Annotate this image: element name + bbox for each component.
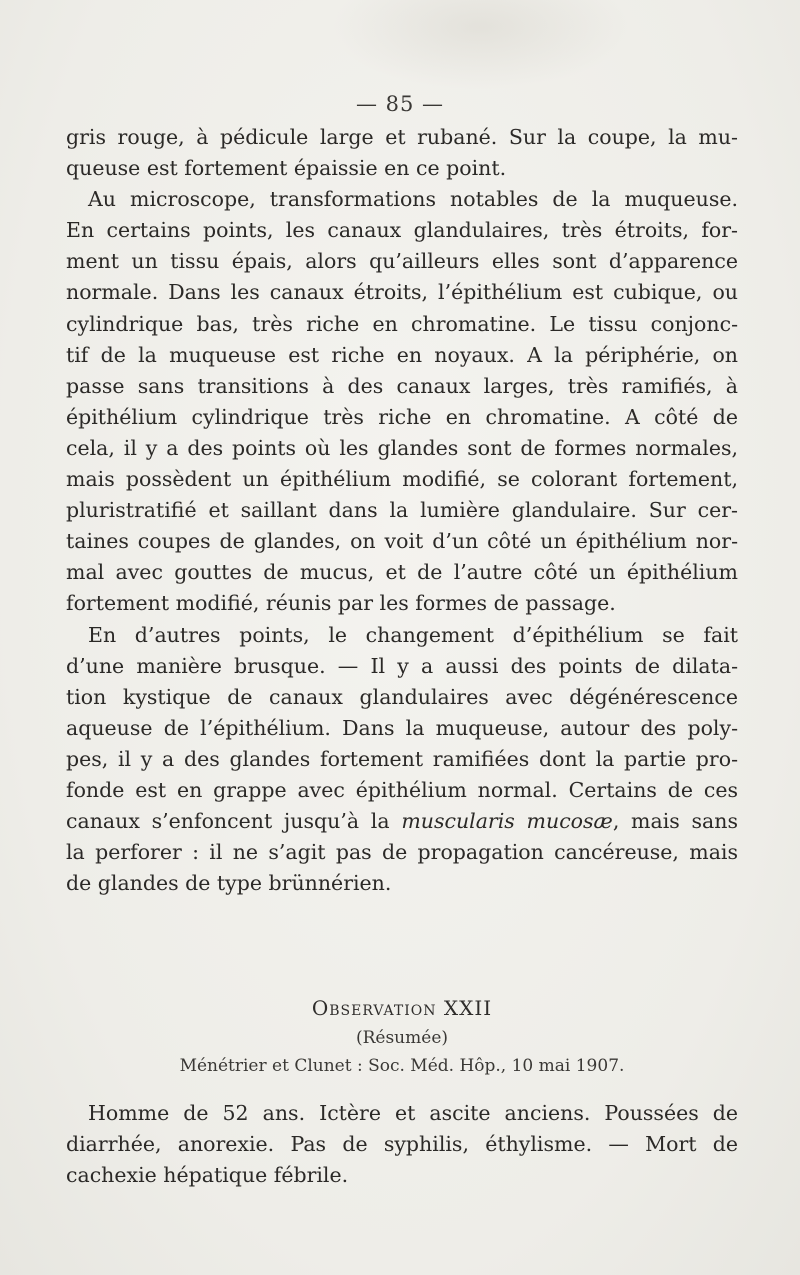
text-line: Homme de 52 ans. Ictère et ascite anciens. Poussées de (88, 1101, 738, 1125)
text-line: mal avec gouttes de mucus, et de l’autre côté un épithélium (66, 560, 738, 585)
text-line: diarrhée, anorexie. Pas de syphilis, éthylisme. — Mort de (66, 1132, 738, 1156)
text-line: la perforer : il ne s’agit pas de propagation cancéreuse, mais (66, 840, 738, 865)
text-line: épithélium cylindrique très riche en chromatine. A côté de (66, 404, 738, 429)
text-line: queuse est fortement épaissie en ce point. (66, 156, 507, 181)
text-line: Au microscope, transformations notables de la muqueuse. (88, 187, 738, 212)
text-line: tif de la muqueuse est riche en noyaux. A la périphérie, on (66, 342, 738, 367)
page-number: — 85 — (355, 92, 445, 116)
text-line: En d’autres points, le changement d’épithélium se fait (88, 622, 738, 647)
text-line: normale. Dans les canaux étroits, l’épithélium est cubique, ou (66, 280, 738, 305)
observation-title: Observation XXII (311, 996, 493, 1020)
observation-section (66, 996, 738, 1191)
text-line: fortement modifié, réunis par les formes de passage. (66, 591, 616, 616)
italic-term: muscularis mucosæ (401, 809, 613, 834)
text-line: gris rouge, à pédicule large et rubané. Sur la coupe, la mu- (66, 125, 738, 149)
body-text (66, 122, 738, 899)
text-line: cela, il y a des points où les glandes sont de formes normales, (66, 435, 738, 460)
text-line: cachexie hépatique fébrile. (66, 1163, 349, 1187)
text-line: aqueuse de l’épithélium. Dans la muqueuse, autour des poly- (66, 715, 738, 740)
text-line: pes, il y a des glandes fortement ramifiées dont la partie pro- (66, 746, 738, 771)
text-line-with-italic (66, 806, 738, 837)
text-line: ment un tissu épais, alors qu’ailleurs elles sont d’apparence (66, 249, 738, 274)
text-line: taines coupes de glandes, on voit d’un côté un épithélium nor- (66, 529, 738, 554)
observation-reference: Ménétrier et Clunet : Soc. Méd. Hôp., 10 mai 1907. (179, 1056, 625, 1076)
text-line: tion kystique de canaux glandulaires avec dégénérescence (66, 684, 738, 709)
text-line: mais possèdent un épithélium modifié, se colorant fortement, (66, 467, 738, 492)
text-line: En certains points, les canaux glandulaires, très étroits, for- (66, 218, 738, 243)
text-line: pluristratifié et saillant dans la lumière glandulaire. Sur cer- (66, 498, 738, 523)
observation-subtitle: (Résumée) (355, 1028, 449, 1048)
text-line: d’une manière brusque. — Il y a aussi des points de dilata- (66, 653, 738, 678)
text-line: cylindrique bas, très riche en chromatine. Le tissu conjonc- (66, 311, 738, 336)
text-fragment: , mais sans (612, 809, 738, 834)
text-line: fonde est en grappe avec épithélium normal. Certains de ces (66, 777, 738, 802)
observation-text (66, 1098, 738, 1191)
text-fragment: canaux s’enfoncent jusqu’à la (66, 809, 402, 834)
text-line: de glandes de type brünnérien. (66, 871, 392, 896)
text-line: passe sans transitions à des canaux larges, très ramifiés, à (66, 373, 738, 398)
show-through-stain (330, 0, 630, 90)
